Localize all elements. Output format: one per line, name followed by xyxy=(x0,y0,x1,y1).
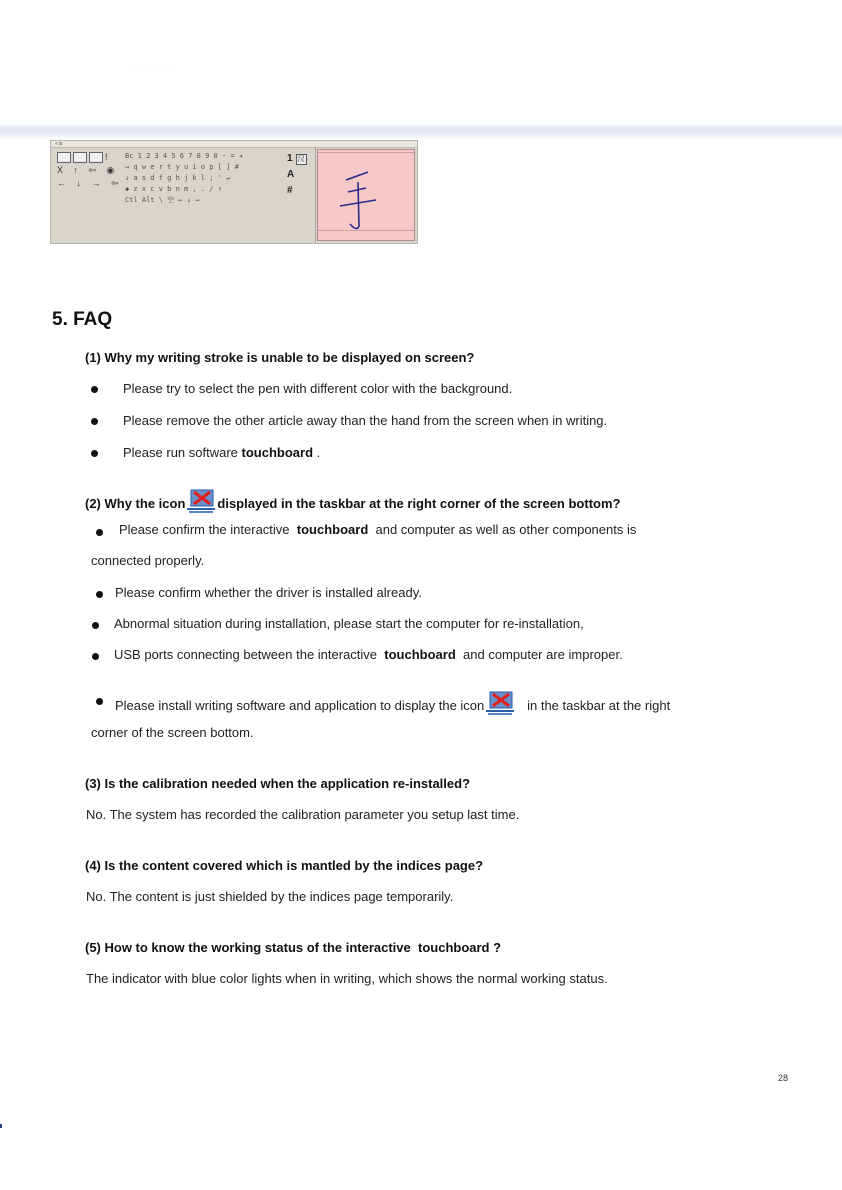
keyboard-title-strip xyxy=(51,141,417,148)
symbol-row-hash: # xyxy=(287,185,293,196)
faq-heading: 5. FAQ xyxy=(52,309,113,330)
page-number: 28 xyxy=(778,1073,789,1083)
keyboard-left-row-2: ← ↓ → ⇦ xyxy=(57,178,123,188)
bullet-icon xyxy=(96,698,103,705)
key-row: → q w e r t y u i o p [ ] # xyxy=(125,163,239,171)
keyboard-symbol-column xyxy=(287,151,317,199)
keyboard-left-controls xyxy=(57,151,121,207)
faq-q2-bullet-3: Abnormal situation during installation, please start the computer for re-installation, xyxy=(114,616,584,631)
faq-question-4: (4) Is the content covered which is mantled by the indices page? xyxy=(85,858,484,873)
key-row: ◆ z x c v b n m , . / ↑ xyxy=(125,185,222,193)
faq-q1-bullet-2: Please remove the other article away than the hand from the screen when in writing. xyxy=(123,413,608,428)
keyboard-left-row-0: ! xyxy=(57,151,121,164)
keyboard-layout-icon xyxy=(89,152,103,163)
keyword-touchboard: touchboard xyxy=(418,940,490,955)
faint-header-text: · · · · · · · · · · · · · · xyxy=(132,66,174,72)
handwriting-keyboard-image xyxy=(50,140,418,244)
han-toggle-icon: 汉 xyxy=(297,156,305,163)
keyboard-window-controls: -□x xyxy=(55,141,63,147)
keyboard-left-row-1: X ↑ ⇦ ◉ xyxy=(57,165,119,175)
keyword-touchboard: touchboard xyxy=(241,445,314,460)
faq-q2-bullet-2: Please confirm whether the driver is installed already. xyxy=(115,585,422,600)
key-row: Ctl Alt \ 空 ← ↓ → xyxy=(125,196,200,204)
key-row: ↓ a s d f g h j k l ; ' ↵ xyxy=(125,174,231,182)
handwritten-character xyxy=(338,162,378,238)
faq-q2-bullet-5: Please install writing software and application to display the icon in the taskbar at the right xyxy=(115,690,670,716)
keyword-touchboard: touchboard xyxy=(296,522,369,537)
handwriting-pad xyxy=(317,149,415,241)
faq-q2-bullet-1-cont: connected properly. xyxy=(91,553,205,568)
pad-line xyxy=(318,152,414,153)
faq-answer-5: The indicator with blue color lights when in writing, which shows the normal working status. xyxy=(86,971,608,986)
touchboard-disconnected-icon xyxy=(484,690,516,716)
faq-question-3: (3) Is the calibration needed when the application re-installed? xyxy=(85,776,471,791)
keyboard-mode-icon xyxy=(57,152,71,163)
faq-answer-4: No. The content is just shielded by the indices page temporarily. xyxy=(86,889,454,904)
bullet-icon xyxy=(96,529,103,536)
bullet-icon xyxy=(92,653,99,660)
bullet-icon xyxy=(91,418,98,425)
edge-mark xyxy=(0,1124,2,1128)
symbol-row-a: A xyxy=(287,169,295,180)
faq-q2-bullet-4: USB ports connecting between the interactive touchboard and computer are improper. xyxy=(114,647,623,662)
faq-q2-bullet-5-cont: corner of the screen bottom. xyxy=(91,725,254,740)
faq-question-2: (2) Why the icon displayed in the taskbar at the right corner of the screen bottom? xyxy=(85,488,620,514)
touchboard-disconnected-icon xyxy=(185,488,217,514)
keyboard-han-mode-icon xyxy=(73,152,87,163)
symbol-row-1: 1 汉 xyxy=(287,153,305,164)
header-band xyxy=(0,122,842,140)
keyword-touchboard: touchboard xyxy=(384,647,456,662)
bullet-icon xyxy=(96,591,103,598)
faq-q1-bullet-1: Please try to select the pen with different color with the background. xyxy=(123,381,513,396)
keyboard-divider xyxy=(315,147,316,243)
bullet-icon xyxy=(91,386,98,393)
faq-question-5: (5) How to know the working status of the interactive touchboard ? xyxy=(85,940,502,955)
key-row: Bc 1 2 3 4 5 6 7 8 9 0 - = ◂ xyxy=(125,152,244,160)
keyboard-keys xyxy=(125,151,293,215)
bullet-icon xyxy=(91,450,98,457)
faq-question-1: (1) Why my writing stroke is unable to be displayed on screen? xyxy=(85,350,475,365)
faq-answer-3: No. The system has recorded the calibration parameter you setup last time. xyxy=(86,807,520,822)
faq-q1-bullet-3: Please run software touchboard . xyxy=(123,445,321,460)
faq-q2-bullet-1: Please confirm the interactive touchboard and computer as well as other components is xyxy=(119,522,637,537)
bullet-icon xyxy=(92,622,99,629)
